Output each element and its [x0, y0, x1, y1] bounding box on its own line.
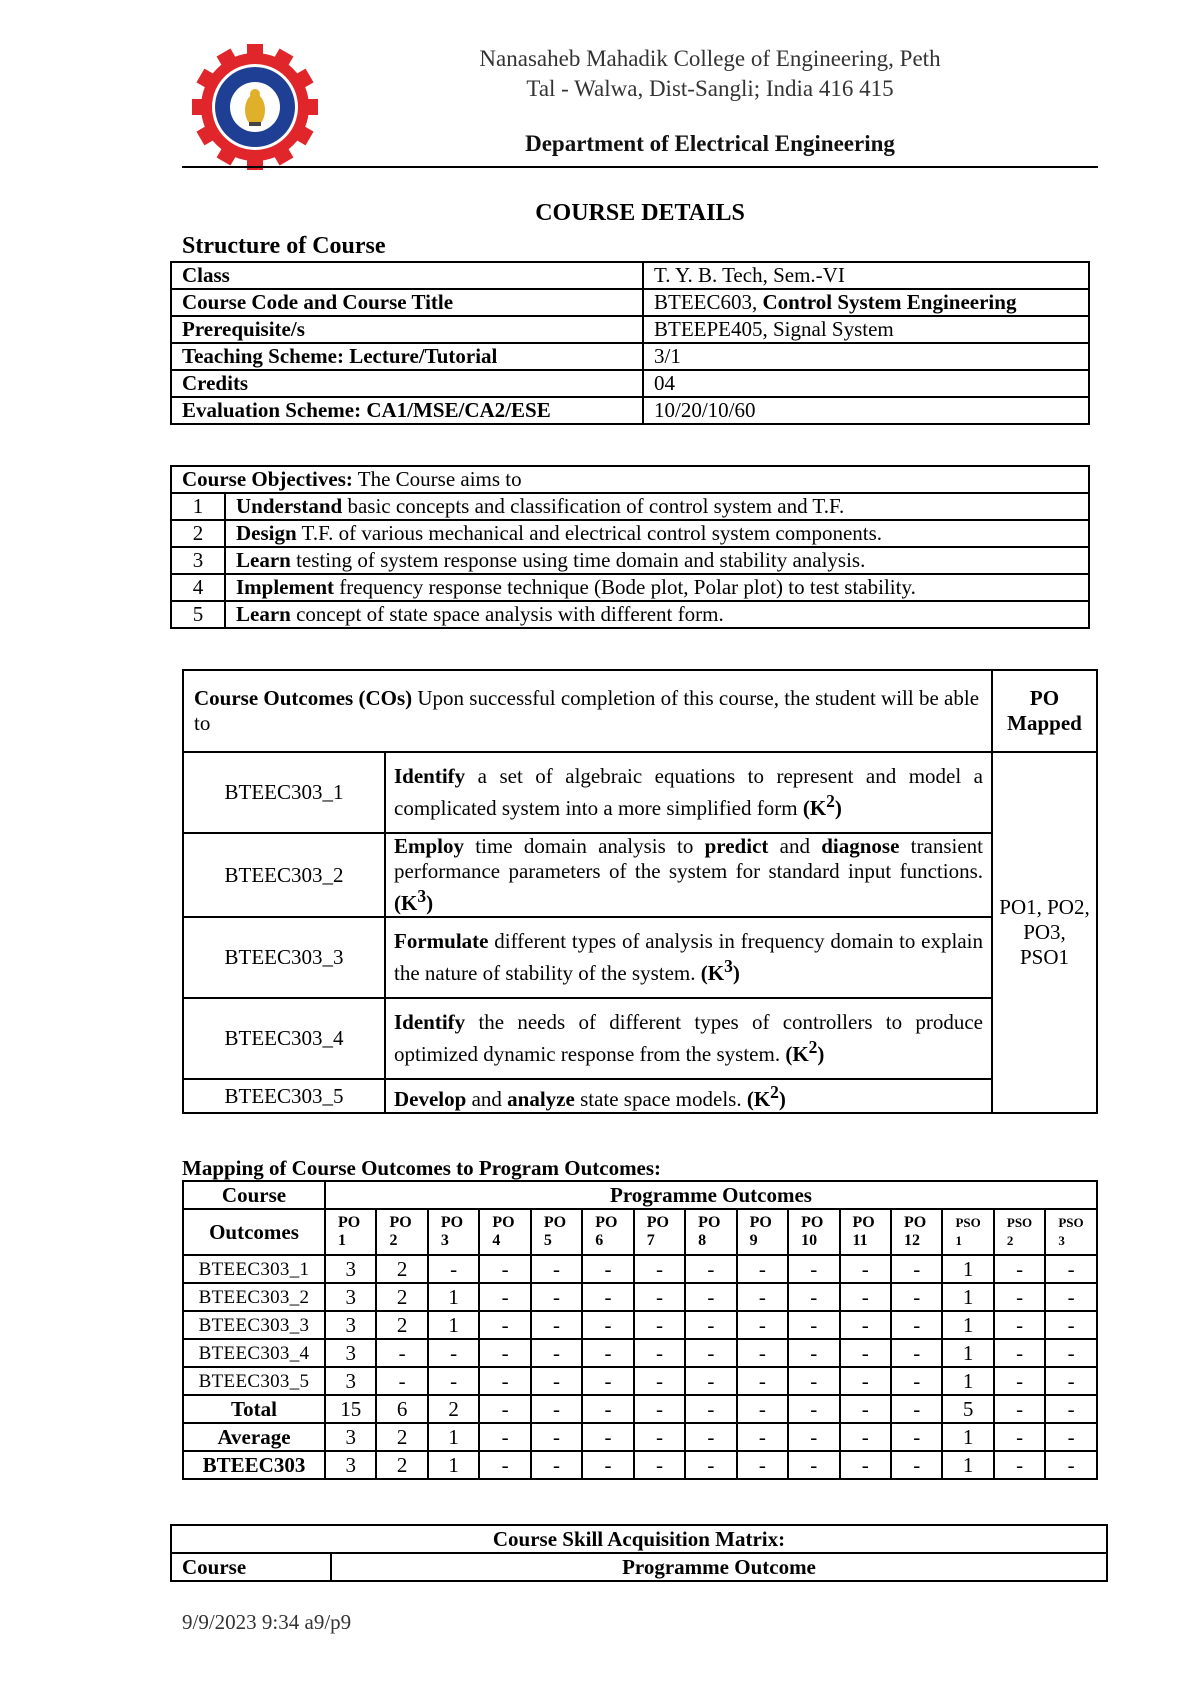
mapping-cell: - — [1045, 1283, 1097, 1311]
mapping-cell: - — [531, 1339, 582, 1367]
mapping-row-label: BTEEC303 — [183, 1451, 325, 1479]
mapping-column-header: PO 12 — [891, 1209, 942, 1255]
mapping-row-label: BTEEC303_3 — [183, 1311, 325, 1339]
objective-desc: testing of system response using time domain and stability analysis. — [290, 548, 866, 572]
mapping-cell: - — [788, 1311, 839, 1339]
outcomes-header — [183, 670, 992, 752]
mapping-cell: - — [685, 1283, 736, 1311]
skill-matrix-table — [170, 1524, 1108, 1582]
mapping-cell: - — [634, 1395, 685, 1423]
mapping-cell: 3 — [325, 1283, 376, 1311]
outcome-code: BTEEC303_1 — [183, 752, 385, 833]
structure-value: BTEEPE405, Signal System — [643, 316, 1089, 343]
mapping-cell: - — [994, 1283, 1045, 1311]
mapping-cell: - — [685, 1367, 736, 1395]
mapping-column-header: PO 2 — [376, 1209, 427, 1255]
mapping-cell: - — [788, 1451, 839, 1479]
objective-text — [225, 520, 1089, 547]
objectives-header — [171, 466, 1089, 493]
structure-table — [170, 261, 1090, 425]
objective-verb: Implement — [236, 575, 334, 599]
mapping-cell: - — [531, 1451, 582, 1479]
mapping-cell: - — [994, 1367, 1045, 1395]
structure-key: Prerequisite/s — [171, 316, 643, 343]
mapping-cell: 2 — [376, 1283, 427, 1311]
structure-row — [171, 289, 1089, 316]
outcome-code: BTEEC303_2 — [183, 833, 385, 917]
outcome-desc: Develop and analyze state space models. $(K^2)$ — [385, 1079, 992, 1113]
mapping-cell: - — [891, 1451, 942, 1479]
mapping-row — [183, 1367, 1097, 1395]
objectives-intro: The Course aims to — [352, 467, 522, 491]
mapping-cell: - — [737, 1311, 788, 1339]
mapping-row-label: BTEEC303_5 — [183, 1367, 325, 1395]
mapping-column-header: PO 9 — [737, 1209, 788, 1255]
mapping-cell: 3 — [325, 1311, 376, 1339]
skill-header-row — [171, 1553, 1107, 1581]
mapping-column-header: PO 7 — [634, 1209, 685, 1255]
mapping-row-label: BTEEC303_2 — [183, 1283, 325, 1311]
mapping-cell: - — [634, 1255, 685, 1283]
mapping-row — [183, 1255, 1097, 1283]
mapping-cell: 2 — [376, 1255, 427, 1283]
outcome-desc: Identify the needs of different types of controllers to produce optimized dynamic response from the system. $(K^2)$ — [385, 998, 992, 1079]
objective-row — [171, 493, 1089, 520]
mapping-cell: - — [634, 1451, 685, 1479]
mapping-cell: - — [891, 1339, 942, 1367]
outcome-code: BTEEC303_3 — [183, 917, 385, 998]
structure-key: Evaluation Scheme: CA1/MSE/CA2/ESE — [171, 397, 643, 424]
mapping-cell: 3 — [325, 1423, 376, 1451]
mapping-cell: - — [994, 1451, 1045, 1479]
mapping-cell: - — [634, 1367, 685, 1395]
structure-row — [171, 316, 1089, 343]
mapping-cell: - — [891, 1311, 942, 1339]
skill-title-row — [171, 1525, 1107, 1553]
mapping-row-label: BTEEC303_4 — [183, 1339, 325, 1367]
mapping-table — [182, 1180, 1098, 1480]
mapping-column-header: PO 11 — [840, 1209, 891, 1255]
course-code: BTEEC603, — [654, 290, 763, 314]
mapping-cell: - — [634, 1339, 685, 1367]
po-mapped-header: PO Mapped — [992, 670, 1097, 752]
skill-title: Course Skill Acquisition Matrix: — [171, 1525, 1107, 1553]
objective-number: 3 — [171, 547, 225, 574]
mapping-cell: - — [737, 1423, 788, 1451]
mapping-cell: - — [531, 1367, 582, 1395]
mapping-cell: - — [685, 1395, 736, 1423]
outcome-row — [183, 917, 1097, 998]
objective-number: 1 — [171, 493, 225, 520]
mapping-column-header: PO 3 — [428, 1209, 479, 1255]
mapping-column-header: PSO 2 — [994, 1209, 1045, 1255]
course-title: Control System Engineering — [762, 290, 1017, 314]
objective-desc: frequency response technique (Bode plot, Polar plot) to test stability. — [334, 575, 916, 599]
structure-row — [171, 262, 1089, 289]
mapping-cell: - — [891, 1283, 942, 1311]
mapping-cell: 6 — [376, 1395, 427, 1423]
mapping-column-header: PO 10 — [788, 1209, 839, 1255]
mapping-cell: - — [685, 1255, 736, 1283]
structure-key: Credits — [171, 370, 643, 397]
mapping-cell: 5 — [942, 1395, 993, 1423]
mapping-cell: - — [531, 1311, 582, 1339]
mapping-cell: - — [840, 1311, 891, 1339]
mapping-cell: - — [479, 1423, 530, 1451]
mapping-cell: 1 — [428, 1451, 479, 1479]
mapping-cell: - — [891, 1255, 942, 1283]
structure-value: 3/1 — [643, 343, 1089, 370]
mapping-cell: - — [1045, 1311, 1097, 1339]
mapping-cell: - — [994, 1423, 1045, 1451]
mapping-cell: - — [788, 1283, 839, 1311]
objective-verb: Design — [236, 521, 297, 545]
mapping-row — [183, 1311, 1097, 1339]
mapping-row — [183, 1339, 1097, 1367]
outcome-row — [183, 752, 1097, 833]
mapping-cell: 1 — [942, 1255, 993, 1283]
mapping-po-group: Programme Outcomes — [325, 1181, 1097, 1209]
structure-key: Teaching Scheme: Lecture/Tutorial — [171, 343, 643, 370]
mapping-cell: - — [788, 1339, 839, 1367]
mapping-cell: - — [428, 1367, 479, 1395]
outcome-desc: Formulate different types of analysis in frequency domain to explain the nature of stability of the system. $(K^3)$ — [385, 917, 992, 998]
mapping-cell: - — [582, 1395, 633, 1423]
objective-text — [225, 574, 1089, 601]
objective-verb: Learn — [236, 548, 291, 572]
mapping-cell: - — [582, 1255, 633, 1283]
mapping-cell: - — [479, 1367, 530, 1395]
structure-heading: Structure of Course — [182, 233, 386, 259]
mapping-cell: - — [994, 1255, 1045, 1283]
mapping-column-header: PSO 1 — [942, 1209, 993, 1255]
footer-timestamp: 9/9/2023 9:34 a9/p9 — [182, 1610, 352, 1634]
mapping-row — [183, 1395, 1097, 1423]
objective-row — [171, 547, 1089, 574]
department-name: Department of Electrical Engineering — [525, 131, 895, 156]
objective-number: 2 — [171, 520, 225, 547]
objectives-label: Course Objectives: — [182, 467, 353, 491]
mapping-cell: 15 — [325, 1395, 376, 1423]
outcomes-header-row — [183, 670, 1097, 752]
mapping-cell: - — [840, 1451, 891, 1479]
objective-desc: basic concepts and classification of control system and T.F. — [342, 494, 845, 518]
mapping-cell: - — [840, 1283, 891, 1311]
mapping-cell: - — [685, 1311, 736, 1339]
objective-row — [171, 601, 1089, 628]
college-logo — [192, 44, 318, 170]
structure-key: Course Code and Course Title — [171, 289, 643, 316]
mapping-cell: - — [1045, 1423, 1097, 1451]
mapping-cell: - — [788, 1367, 839, 1395]
objective-number: 5 — [171, 601, 225, 628]
mapping-cell: - — [994, 1339, 1045, 1367]
mapping-cell: - — [479, 1395, 530, 1423]
mapping-cell: - — [1045, 1367, 1097, 1395]
mapping-cell: - — [840, 1255, 891, 1283]
mapping-cell: - — [531, 1283, 582, 1311]
mapping-cell: - — [994, 1395, 1045, 1423]
objective-text — [225, 493, 1089, 520]
structure-value: 10/20/10/60 — [643, 397, 1089, 424]
outcomes-intro: Upon successful completion of this course, the student will be able to — [194, 686, 980, 735]
mapping-cell: 1 — [428, 1311, 479, 1339]
mapping-column-header: PO 1 — [325, 1209, 376, 1255]
objective-text — [225, 547, 1089, 574]
mapping-cell: - — [685, 1451, 736, 1479]
mapping-cell: - — [376, 1339, 427, 1367]
mapping-cell: - — [1045, 1255, 1097, 1283]
structure-row — [171, 397, 1089, 424]
mapping-cell: - — [582, 1283, 633, 1311]
outcome-desc: Employ time domain analysis to predict and diagnose transient performance parameters of the system for standard input functions. $(K^3)$ — [385, 833, 992, 917]
mapping-cell: - — [376, 1367, 427, 1395]
college-name: Nanasaheb Mahadik College of Engineering, Peth — [479, 46, 941, 71]
mapping-cell: 1 — [942, 1367, 993, 1395]
mapping-cell: - — [788, 1255, 839, 1283]
mapping-cell: - — [531, 1255, 582, 1283]
mapping-cell: - — [737, 1395, 788, 1423]
mapping-cell: - — [479, 1283, 530, 1311]
mapping-cell: - — [479, 1255, 530, 1283]
objective-row — [171, 520, 1089, 547]
mapping-heading: Mapping of Course Outcomes to Program Outcomes: — [182, 1156, 662, 1180]
outcome-row — [183, 998, 1097, 1079]
mapping-row-label: BTEEC303_1 — [183, 1255, 325, 1283]
objective-verb: Learn — [236, 602, 291, 626]
outcome-row — [183, 833, 1097, 917]
mapping-column-header: PO 4 — [479, 1209, 530, 1255]
mapping-cell: - — [891, 1367, 942, 1395]
outcome-desc: Identify a set of algebraic equations to represent and model a complicated system into a more simplified form $(K^2)$ — [385, 752, 992, 833]
mapping-cell: - — [840, 1339, 891, 1367]
mapping-row — [183, 1423, 1097, 1451]
mapping-cell: - — [737, 1283, 788, 1311]
mapping-group-row — [183, 1181, 1097, 1209]
structure-key: Class — [171, 262, 643, 289]
mapping-cell: - — [531, 1395, 582, 1423]
mapping-cell: 2 — [376, 1451, 427, 1479]
structure-row — [171, 370, 1089, 397]
mapping-cell: - — [582, 1423, 633, 1451]
mapping-cell: - — [582, 1311, 633, 1339]
objectives-table — [170, 465, 1090, 629]
mapping-cell: - — [428, 1255, 479, 1283]
mapping-cell: - — [479, 1339, 530, 1367]
mapping-cell: 1 — [942, 1311, 993, 1339]
outcomes-label: Course Outcomes (COs) — [194, 686, 413, 710]
mapping-cell: 3 — [325, 1451, 376, 1479]
mapping-cell: - — [582, 1367, 633, 1395]
mapping-course-label: Course — [183, 1181, 325, 1209]
mapping-cell: - — [685, 1339, 736, 1367]
mapping-cell: - — [788, 1395, 839, 1423]
mapping-cell: - — [1045, 1339, 1097, 1367]
college-address: Tal - Walwa, Dist-Sangli; India 416 415 — [526, 76, 894, 101]
mapping-cell: - — [737, 1339, 788, 1367]
header-rule — [182, 166, 1098, 168]
mapping-cell: 1 — [428, 1283, 479, 1311]
mapping-column-header: PO 6 — [582, 1209, 633, 1255]
mapping-row — [183, 1451, 1097, 1479]
mapping-cell: - — [737, 1451, 788, 1479]
mapping-cell: - — [582, 1451, 633, 1479]
mapping-cell: 2 — [376, 1423, 427, 1451]
mapping-outcomes-label: Outcomes — [183, 1209, 325, 1255]
outcome-row — [183, 1079, 1097, 1113]
objectives-header-row — [171, 466, 1089, 493]
mapping-row-label: Average — [183, 1423, 325, 1451]
mapping-cell: - — [531, 1423, 582, 1451]
mapping-cell: - — [1045, 1451, 1097, 1479]
mapping-cell: 1 — [942, 1423, 993, 1451]
objective-verb: Understand — [236, 494, 343, 518]
mapping-cell: - — [840, 1395, 891, 1423]
structure-value: 04 — [643, 370, 1089, 397]
skill-course: Course — [171, 1553, 331, 1581]
mapping-cell: - — [479, 1311, 530, 1339]
mapping-cell: - — [788, 1423, 839, 1451]
objective-row — [171, 574, 1089, 601]
mapping-column-header: PO 8 — [685, 1209, 736, 1255]
outcomes-table — [182, 669, 1098, 1114]
mapping-cell: - — [737, 1367, 788, 1395]
mapping-cell: 3 — [325, 1339, 376, 1367]
mapping-cell: - — [840, 1423, 891, 1451]
mapping-cell: - — [994, 1311, 1045, 1339]
mapping-cell: - — [891, 1395, 942, 1423]
mapping-cell: - — [840, 1367, 891, 1395]
mapping-cell: - — [1045, 1395, 1097, 1423]
outcome-code: BTEEC303_4 — [183, 998, 385, 1079]
mapping-cell: 1 — [942, 1451, 993, 1479]
mapping-row — [183, 1283, 1097, 1311]
mapping-cell: - — [634, 1423, 685, 1451]
skill-programme: Programme Outcome — [331, 1553, 1107, 1581]
objective-number: 4 — [171, 574, 225, 601]
objective-desc: concept of state space analysis with different form. — [290, 602, 724, 626]
mapping-column-row — [183, 1209, 1097, 1255]
structure-value — [643, 289, 1089, 316]
mapping-cell: - — [428, 1339, 479, 1367]
mapping-cell: - — [634, 1311, 685, 1339]
structure-row — [171, 343, 1089, 370]
mapping-cell: 2 — [428, 1395, 479, 1423]
mapping-cell: - — [891, 1423, 942, 1451]
mapping-cell: - — [685, 1423, 736, 1451]
mapping-cell: 3 — [325, 1255, 376, 1283]
mapping-cell: 2 — [376, 1311, 427, 1339]
po-mapped-value: PO1, PO2, PO3, PSO1 — [992, 752, 1097, 1113]
structure-value: T. Y. B. Tech, Sem.-VI — [643, 262, 1089, 289]
mapping-cell: 3 — [325, 1367, 376, 1395]
mapping-column-header: PO 5 — [531, 1209, 582, 1255]
page-title: COURSE DETAILS — [535, 200, 745, 226]
outcome-code: BTEEC303_5 — [183, 1079, 385, 1113]
objective-desc: T.F. of various mechanical and electrical control system components. — [296, 521, 883, 545]
mapping-cell: 1 — [942, 1283, 993, 1311]
mapping-cell: - — [634, 1283, 685, 1311]
mapping-cell: - — [479, 1451, 530, 1479]
mapping-cell: 1 — [942, 1339, 993, 1367]
objective-text — [225, 601, 1089, 628]
mapping-row-label: Total — [183, 1395, 325, 1423]
mapping-cell: 1 — [428, 1423, 479, 1451]
mapping-cell: - — [582, 1339, 633, 1367]
mapping-cell: - — [737, 1255, 788, 1283]
mapping-column-header: PSO 3 — [1045, 1209, 1097, 1255]
